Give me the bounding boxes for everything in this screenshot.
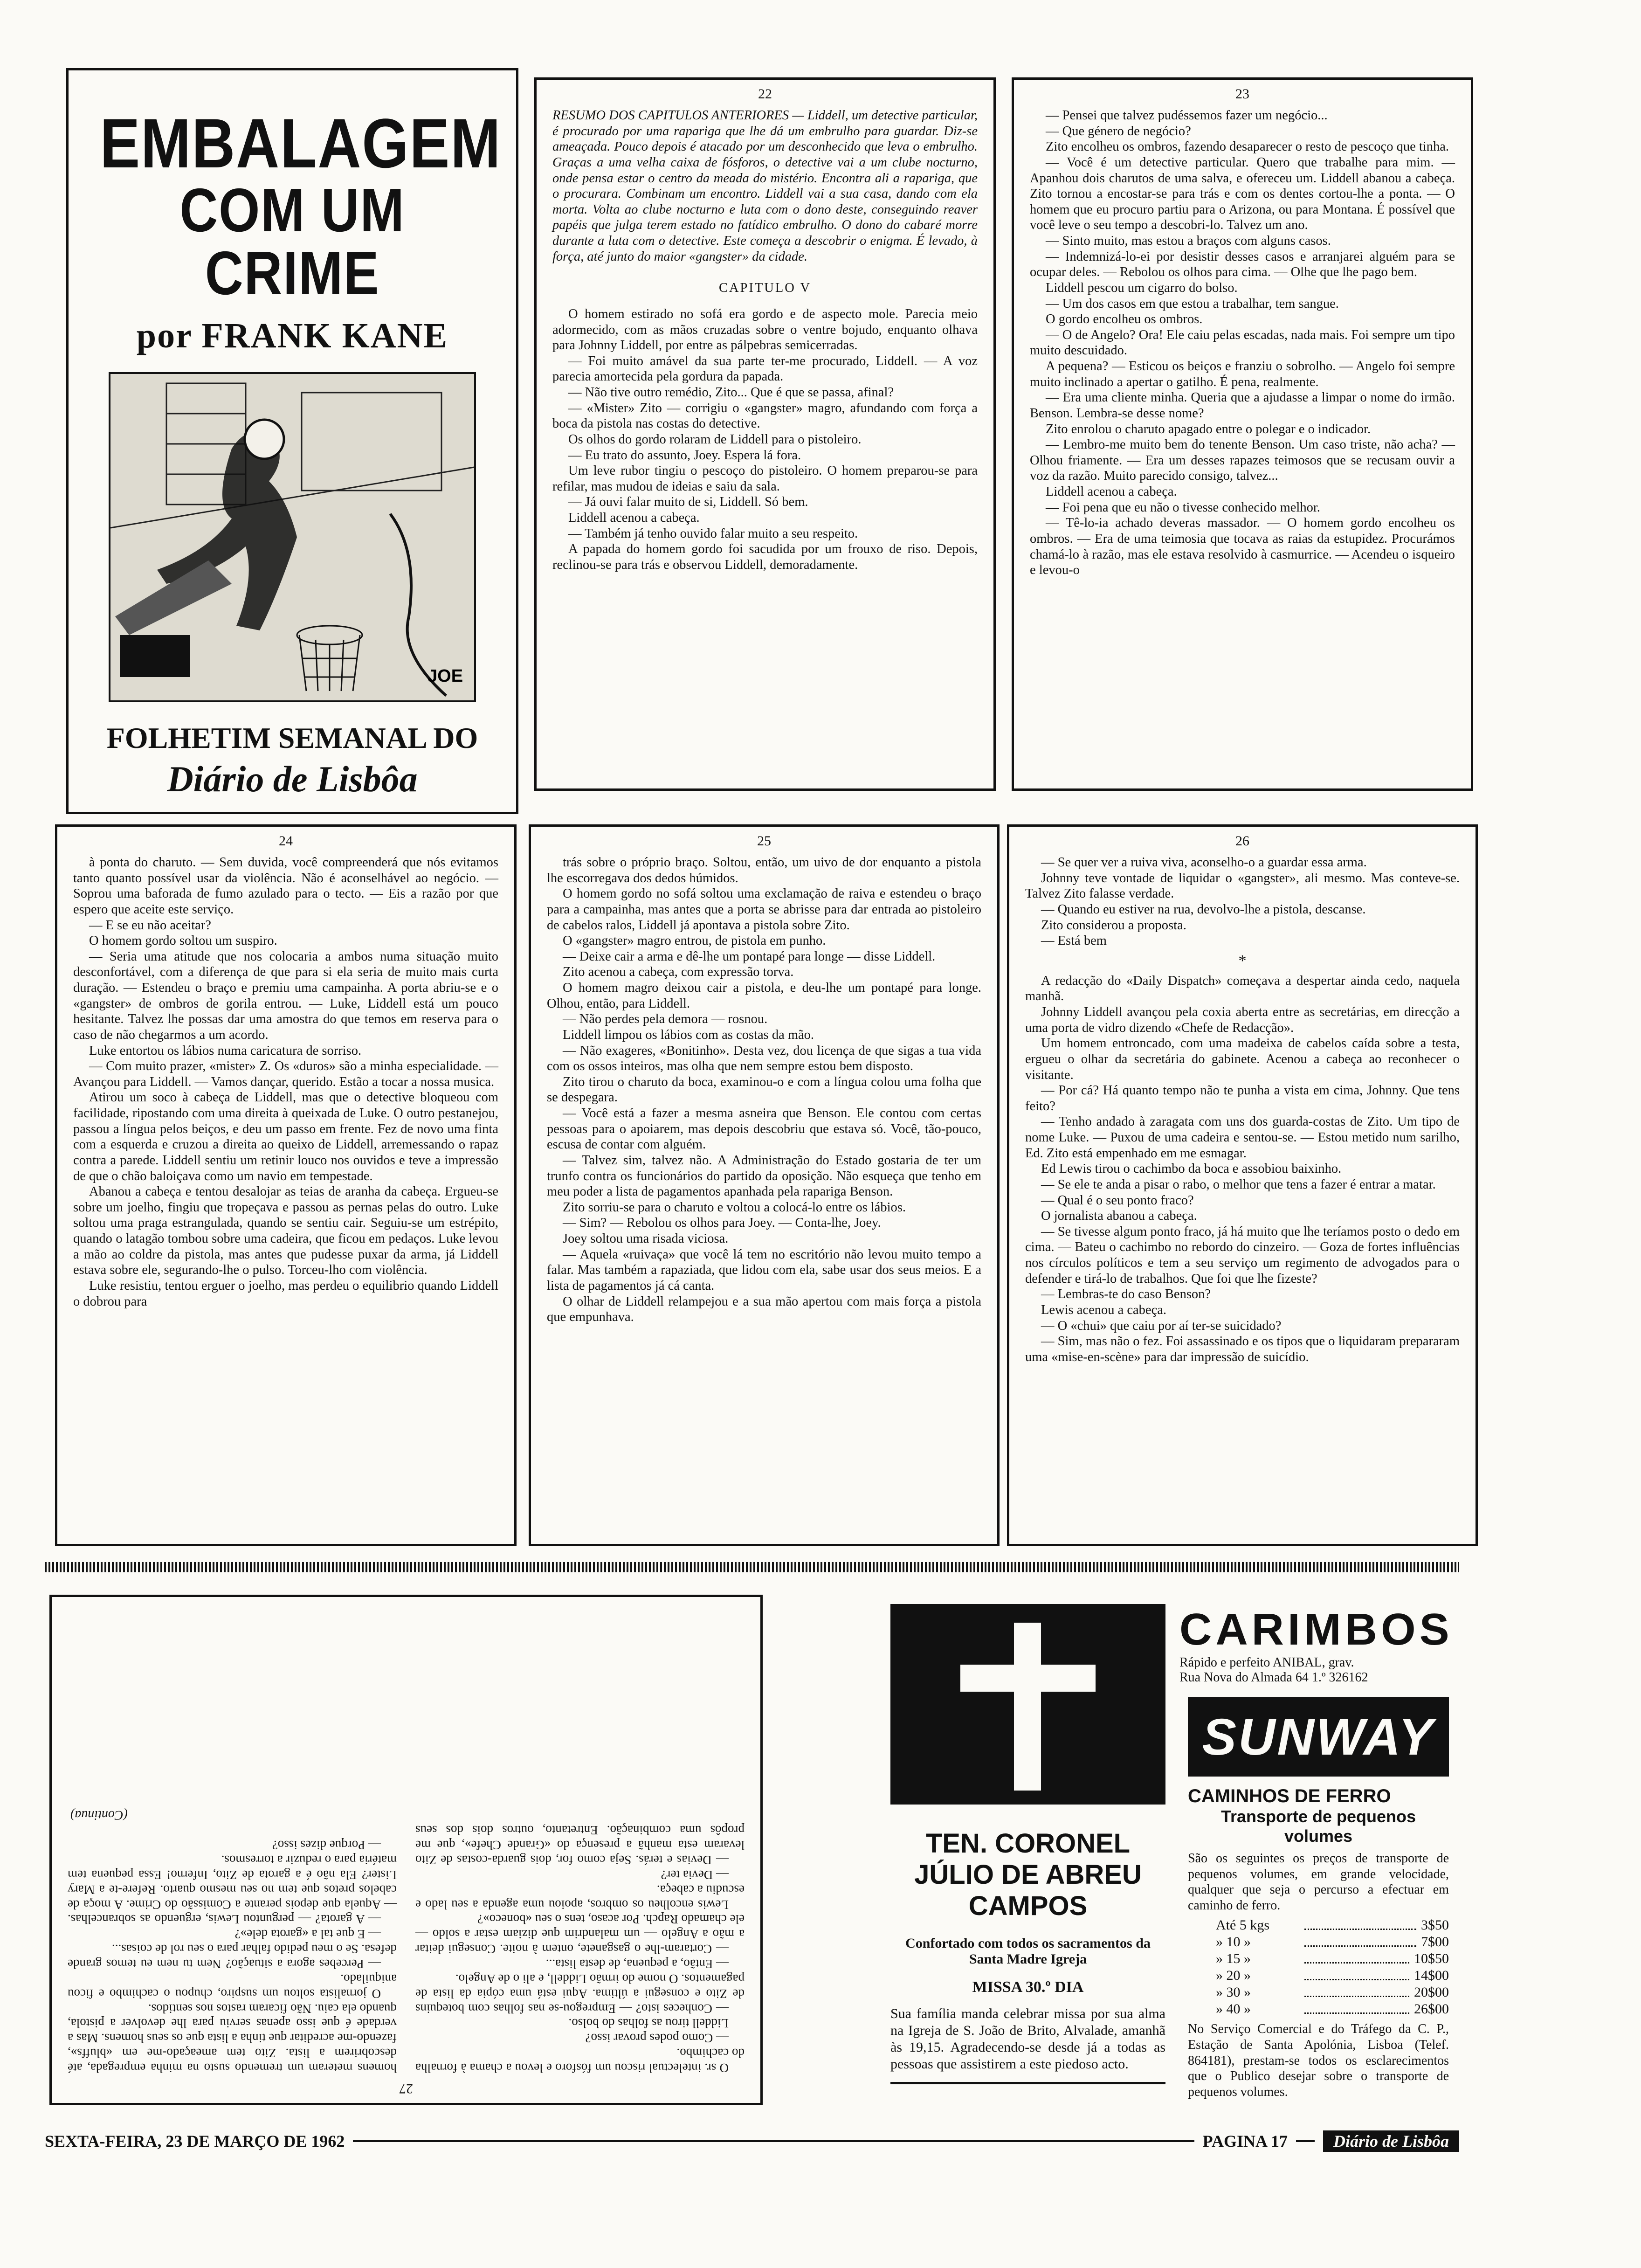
story-title-line1: EMBALAGEM	[100, 104, 502, 182]
paragraph: — Como podes provar isso?	[585, 2031, 729, 2046]
story-title-line2: COM UM CRIME	[179, 176, 405, 307]
paragraph: — Então, a pequena, de desta lista...	[545, 1957, 729, 1971]
paragraph: — Qual é o seu ponto fraco?	[1041, 1193, 1194, 1208]
page-27-text	[52, 1822, 760, 2075]
price-leader	[1304, 1950, 1409, 1964]
paragraph: — Sim? — Rebolou os olhos para Joey. — Conta-lhe, Joey.	[563, 1216, 881, 1231]
continua-label: (Continua)	[70, 1808, 128, 1823]
paragraph: Lewis acenou a cabeça.	[1041, 1302, 1166, 1317]
paragraph: — Quando eu estiver na rua, devolvo-lhe a pistola, descanse.	[1041, 902, 1366, 917]
paragraph: Liddell limpou os lábios com as costas da mão.	[563, 1027, 814, 1042]
paragraph: Liddell acenou a cabeça.	[568, 511, 700, 525]
paragraph: — Um dos casos em que estou a trabalhar, tem sangue.	[1046, 296, 1339, 311]
price-row	[1216, 1934, 1449, 1950]
paragraph: A redacção do «Daily Dispatch» começava a despertar ainda cedo, naquela manhã.	[1025, 973, 1460, 1004]
paragraph: Johnny Liddell avançou pela coxia aberta entre as secretárias, em direcção a uma porta de vidro dizendo «Chefe de Redacção».	[1025, 1005, 1460, 1035]
paragraph: Os olhos do gordo rolaram de Liddell para o pistoleiro.	[568, 432, 862, 447]
obituary-comfort: Confortado com todos os sacramentos da Santa Madre Igreja	[905, 1936, 1151, 1967]
paragraph: O homem estirado no sofá era gordo e de aspecto mole. Parecia meio adormecido, com as mãos cruzadas sobre o ventre bojudo, enquanto olhava para Johnny Liddell, por entre as pálpebras semicerradas.	[552, 306, 978, 353]
paragraph: — E se eu não aceitar?	[89, 918, 211, 933]
price-label: » 40 »	[1216, 2001, 1251, 2017]
paragraph: — Você está a fazer a mesma asneira que Benson. Ele contou com certas pessoas para o apoiarem, mas depois descobriu que estava só. Você, tão-pouco, escusa de contar com alguém.	[547, 1106, 981, 1152]
paragraph: Johnny teve vontade de liquidar o «gangster», ali mesmo. Mas conteve-se. Talvez Zito falasse verdade.	[1025, 871, 1460, 901]
page-26-text	[1009, 855, 1476, 1365]
paragraph: — Não exageres, «Bonitinho». Desta vez, dou licença de que sigas a tua vida com os ossos inteiros, mas olha que nem sempre estou bem disposto.	[547, 1043, 981, 1074]
paragraph: Atirou um soco à cabeça de Liddell, mas que o detective bloqueou com facilidade, ripostando com uma direita à queixada de Luke. O outro pestanejou, passou a língua pelos beiços, e deu um passo em frente. Fez de novo uma finta com a esquerda e cruzou a direita ao queixo de Liddell, arremessando o rapaz contra a parede. Liddell sentiu um retinir louco nos ouvidos e teve a impressão de que o chão baloiçava como um navio em tempestade.	[73, 1090, 498, 1183]
paragraph: Liddell pescou um cigarro do bolso.	[1046, 280, 1238, 295]
footer-masthead: Diário de Lisbôa	[1323, 2130, 1459, 2152]
paragraph: — O de Angelo? Ora! Ele caiu pelas escadas, nada mais. Foi sempre um tipo muito descuidado.	[1030, 327, 1455, 358]
paragraph: — Conheces isto? — Empregou-se nas folhas com botequins de Zito e consegui a última. Aqui está uma cópia da lista de pagamentos. O nome do irmão Liddell, e ali o de Angelo.	[415, 1971, 745, 2016]
carimbos-ad	[1179, 1604, 1459, 1697]
paragraph: — Se tivesse algum ponto fraco, já há muito que lhe teríamos posto o dedo em cima. — Bateu o cachimbo no rebordo do cinzeiro. — Goza de fortes influências nos círculos políticos e tem a seu serviço um regimento de advogados para o defender e tirá-lo de trabalhos. Que foi que lhe fizeste?	[1025, 1224, 1460, 1286]
paragraph: — E que tal a «garota dele»?	[234, 1927, 381, 1942]
diario-masthead: Diário de Lisbôa	[167, 759, 418, 800]
price-table	[1216, 1917, 1449, 2018]
footer-page: PAGINA 17	[1202, 2132, 1288, 2150]
caminhos-subtitle: Transporte de pequenos volumes	[1220, 1807, 1416, 1846]
cover-panel	[66, 68, 518, 814]
paragraph: — Lembras-te do caso Benson?	[1041, 1287, 1211, 1302]
chapter-heading: CAPITULO V	[718, 281, 812, 296]
page-25	[529, 824, 1000, 1546]
p26-paragraphs	[1025, 855, 1460, 949]
price-value: 26$00	[1414, 2001, 1449, 2017]
price-row	[1216, 1950, 1449, 1967]
page-23	[1012, 77, 1473, 791]
paragraph: — Não tive outro remédio, Zito... Que é que se passa, afinal?	[568, 385, 894, 400]
resumo: RESUMO DOS CAPITULOS ANTERIORES — Liddell, um detective particular, é procurado por uma rapariga que lhe dá um embrulho para guardar. Diz-se ameaçada. Pouco depois é atacado por um desconhecido que leva o embrulho. Graças a uma velha caixa de fósforos, o detective vai a um clube nocturno, onde pensa estar o centro da meada do mistério. Encontra ali a rapariga, que o procurara. Combinam um encontro. Liddell vai a sua casa, dando com ela morta. Volta ao clube nocturno e luta com o dono deste, conseguindo reaver papéis que julga terem estado no fatídico embrulho. O dono do cabaré morre durante a luta com o detective. Este começa a descobrir o enigma. É levado, à força, até junto do maior «gangster» da cidade.	[552, 108, 978, 264]
paragraph: — Com muito prazer, «mister» Z. Os «duros» são a minha especialidade. — Avançou para Liddell. — Vamos dançar, querido. Estão a tocar a nossa musica.	[73, 1059, 498, 1089]
paragraph: — Lembro-me muito bem do tenente Benson. Um caso triste, não acha? — Olhou friamente. — Era um desses rapazes teimosos que se recusam ouvir a voz da razão. Muito parecido consigo, talvez...	[1030, 437, 1455, 484]
page-22	[534, 77, 996, 791]
paragraph: Lewis encolheu os ombros, apoiou uma agenda a seu lado e escudiu a cabeça.	[415, 1882, 745, 1912]
paragraph: — Percebes agora a situação? Nem tu nem eu temos grande defesa. Se o meu pedido falhar para o seu rol de coisas...	[68, 1942, 397, 1971]
paragraph: O homem gordo no sofá soltou uma exclamação de raiva e estendeu o braço para a campainha, mas antes que a porta se abrisse para dar entrada ao pistoleiro de cabelos ralos, Liddell já apontava a pistola sobre Zito.	[547, 886, 981, 933]
page-22-text	[537, 108, 993, 573]
price-leader	[1304, 1917, 1416, 1930]
p26-paragraphs-2	[1025, 973, 1460, 1365]
caminhos-ad	[1188, 1786, 1449, 2122]
paragraph: Ed Lewis tirou o cachimbo da boca e assobiou baixinho.	[1041, 1162, 1342, 1176]
paragraph: Zito sorriu-se para o charuto e voltou a colocá-lo entre os lábios.	[563, 1200, 906, 1215]
page-number: 24	[279, 833, 293, 849]
page-number: 26	[1235, 833, 1249, 849]
detective-illustration	[110, 374, 474, 700]
page-footer	[45, 2132, 1459, 2150]
paragraph: — Aquela «ruivaça» que você lá tem no escritório não levou muito tempo a falar. Mas também a rapaziada, que lidou com ela, sabe usar dos seus meios. E a lista de pagamentos já cá canta.	[547, 1247, 981, 1293]
paragraph: Um homem entroncado, com uma madeixa de cabelos caída sobre a testa, ergueu o olhar da secretária do gabinete. Acenou a cabeça ao reconhecer o visitante.	[1025, 1036, 1460, 1082]
sunway-ad	[1188, 1697, 1449, 1777]
page-24	[55, 824, 517, 1546]
caminhos-footer: No Serviço Comercial e do Tráfego da C. P., Estação de Santa Apolónia, Lisboa (Telef. 864181), prestam-se todos os esclarecimentos que o Publico desejar sobre o transporte de pequenos volumes.	[1188, 2022, 1449, 2099]
page-number: 23	[1235, 86, 1249, 102]
page-number: 27	[399, 2081, 413, 2096]
paragraph: — Seria uma atitude que nos colocaria a ambos numa situação muito desconfortável, com a diferença de que para si ela seria de muito mais curta duração. — Estendeu o braço e premiu uma campainha. A porta abriu-se e o «gangster» de ombros de gorila entrou. — Luke, Liddell está um pouco hesitante. Talvez lhe possas dar uma amostra do que temos em reserva para o caso de não chegarmos a um acordo.	[73, 949, 498, 1042]
paragraph: — O «chui» que caiu por aí ter-se suicidado?	[1041, 1318, 1282, 1333]
paragraph: — Foi pena que eu não o tivesse conhecido melhor.	[1046, 500, 1320, 515]
paragraph: — Pensei que talvez pudéssemos fazer um negócio...	[1046, 108, 1328, 123]
paragraph: trás sobre o próprio braço. Soltou, então, um uivo de dor enquanto a pistola lhe escorregava dos dedos húmidos.	[547, 855, 981, 885]
paragraph: — Você é um detective particular. Quero que trabalhe para mim. — Apanhou dois charutos de uma salva, e ofereceu um. Liddell abanou a cabeça. Zito tornou a encostar-se para trás e com os dentes cortou-lhe a ponta. — O homem que eu procuro partiu para o Arizona, ou para Montana. É possível que você leve o seu tempo a descobri-lo. Talvez um ano.	[1030, 155, 1455, 233]
paragraph: Zito encolheu os ombros, fazendo desaparecer o resto de pescoço que tinha.	[1046, 139, 1449, 154]
paragraph: — Devia ter?	[661, 1867, 729, 1882]
obituary-missa: MISSA 30.º DIA	[972, 1978, 1084, 1996]
paragraph: — Talvez sim, talvez não. A Administração do Estado gostaria de ter um trunfo contra os funcionários do partido da oposição. Não esqueça que tenho em meu poder a lista de pagamentos apanhada pela rapariga Benson.	[547, 1153, 981, 1199]
p22-paragraphs	[552, 306, 978, 573]
paragraph: A pequena? — Esticou os beiços e franziu o sobrolho. — Angelo foi sempre muito inclinado a apertar o gatilho. É pena, realmente.	[1030, 359, 1455, 389]
paragraph: — A garota? — perguntou Lewis, erguendo as sobrancelhas. — Aquela que depois perante a Comissão do Crime. A moça de cabelos pretos que tem no seu mesmo quarto. Refere-te a Mary Lister? Ela não é a garota de Zito, Inferno! Essa pequena tem matéria para o reduzir a torresmos.	[68, 1853, 397, 1927]
page-number: 22	[758, 86, 772, 102]
paragraph: O sr. intelectual riscou um fósforo e levou a chama à fornalha do cachimbo.	[415, 2046, 745, 2075]
paragraph: Joey soltou uma risada viciosa.	[563, 1231, 729, 1246]
section-break-star: *	[1238, 952, 1247, 969]
carimbos-line1: Rápido e perfeito ANIBAL, grav.	[1179, 1655, 1354, 1670]
paragraph: — Devias e terás. Seja como for, dois guarda-costas de Zito levaram esta manhã a presença do «Grande Chefe», que me propôs uma combinação. Entretanto, outros dois dos seus homens meteram um tremendo susto na minha empregada, até descobrirem a lista. Zito tem ameaçado-me em «bluffs», fazendo-me acreditar que tinha a lista que os seus homens. Mas a verdade é que isso apenas serviu para lhe devolver a pistola, quando ela caiu. Não ficaram rastos nos sentidos.	[68, 1823, 745, 2075]
paragraph: Um leve rubor tingiu o pescoço do pistoleiro. O homem preparou-se para refilar, mas mudou de ideias e saiu da sala.	[552, 463, 978, 494]
page-number: 25	[757, 833, 771, 849]
paragraph: — Eu trato do assunto, Joey. Espera lá fora.	[568, 448, 801, 463]
price-leader	[1304, 1967, 1409, 1980]
caminhos-intro: São os seguintes os preços de transporte de pequenos volumes, em grande velocidade, qualquer que seja o percurso a efectuar em caminho de ferro.	[1188, 1851, 1449, 1913]
paragraph: — Que género de negócio?	[1046, 124, 1191, 138]
paragraph: Zito tirou o charuto da boca, examinou-o e com a língua colou uma folha que se despegara.	[547, 1074, 981, 1105]
footer-date: SEXTA-FEIRA, 23 DE MARÇO DE 1962	[45, 2132, 345, 2150]
page-27	[49, 1595, 763, 2105]
obituary-text: Sua família manda celebrar missa por sua alma na Igreja de S. João de Brito, Alvalade, amanhã às 19,15. Agradecendo-se desde já a todas as pessoas que assistirem a este piedoso acto.	[890, 2006, 1165, 2072]
obituary-name-3: CAMPOS	[968, 1891, 1088, 1921]
carimbos-line2: Rua Nova do Almada 64 1.º 326162	[1179, 1670, 1368, 1685]
paragraph: — Se quer ver a ruiva viva, aconselho-o a guardar essa arma.	[1041, 855, 1367, 870]
separator-bar	[45, 1562, 1459, 1572]
paragraph: Liddell tirou as folhas do bolso.	[568, 2016, 729, 2031]
price-leader	[1304, 1984, 1409, 1997]
paragraph: — Por cá? Há quanto tempo não te punha a vista em cima, Johnny. Que tens feito?	[1025, 1083, 1460, 1113]
paragraph: O jornalista abanou a cabeça.	[1041, 1209, 1197, 1224]
footer-rule	[353, 2140, 1194, 2142]
price-label: » 20 »	[1216, 1968, 1251, 1984]
obituary-name-2: JÚLIO DE ABREU	[914, 1860, 1142, 1890]
paragraph: — Era uma cliente minha. Queria que a ajudasse a limpar o nome do irmão. Benson. Lembra-se desse nome?	[1030, 390, 1455, 421]
obituary-ad	[890, 1604, 1165, 2098]
price-value: 10$50	[1414, 1951, 1449, 1967]
paragraph: — Se ele te anda a pisar o rabo, o melhor que tens a fazer é entrar a matar.	[1041, 1177, 1436, 1192]
paragraph: — Porque dizes isso?	[272, 1838, 381, 1853]
paragraph: — Tê-lo-ia achado deveras massador. — O homem gordo encolheu os ombros. — Era de uma teimosia que tocava as raias da estupidez. Procurámos chamá-lo à razão, mas ele estava resolvido à casmurrice. — Acendeu o isqueiro e levou-o	[1030, 516, 1455, 578]
price-row	[1216, 1967, 1449, 1984]
cover-illustration	[109, 372, 476, 702]
price-label: » 30 »	[1216, 1984, 1251, 2000]
paragraph: Liddell acenou a cabeça.	[1046, 484, 1177, 499]
paragraph: O olhar de Liddell relampejou e a sua mão apertou com mais força a pistola que empunhava.	[547, 1294, 981, 1325]
obituary-name-1: TEN. CORONEL	[925, 1828, 1131, 1859]
paragraph: — Não perdes pela demora — rosnou.	[563, 1012, 768, 1027]
paragraph: O homem magro deixou cair a pistola, e deu-lhe um pontapé para longe. Olhou, então, para Liddell.	[547, 981, 981, 1011]
paragraph: Luke entortou os lábios numa caricatura de sorriso.	[89, 1043, 362, 1058]
paragraph: Zito considerou a proposta.	[1041, 918, 1186, 933]
paragraph: — Também já tenho ouvido falar muito a seu respeito.	[568, 526, 858, 541]
page-24-text	[57, 855, 514, 1309]
paragraph: — Sinto muito, mas estou a braços com alguns casos.	[1046, 234, 1331, 248]
page-25-text	[531, 855, 997, 1325]
paragraph: O jornalista soltou um suspiro, chupou o cachimbo e ficou aniquilado.	[68, 1971, 397, 2001]
price-value: 14$00	[1414, 1968, 1449, 1984]
price-label: » 10 »	[1216, 1934, 1251, 1950]
paragraph: — Já ouvi falar muito de si, Liddell. Só bem.	[568, 495, 808, 510]
carimbos-title: CARIMBOS	[1179, 1604, 1453, 1654]
paragraph: O «gangster» magro entrou, de pistola em punho.	[563, 933, 826, 948]
footer-rule-short	[1296, 2140, 1315, 2142]
price-value: 20$00	[1414, 1984, 1449, 2000]
paragraph: Luke resistiu, tentou erguer o joelho, mas perdeu o equilibrio quando Liddell o dobrou para	[73, 1278, 498, 1309]
price-value: 7$00	[1421, 1934, 1449, 1950]
page-27-rotated	[52, 1597, 760, 2103]
paragraph: à ponta do charuto. — Sem duvida, você compreenderá que nós evitamos tanto quanto possível usar da violência. Não é aconselhável ao negócio. — Soprou uma baforada de fumo azulado para o tecto. — Eis a razão por que espero que aceite este serviço.	[73, 855, 498, 917]
paragraph: — Foi muito amável da sua parte ter-me procurado, Liddell. — A voz parecia amortecida pela gordura da papada.	[552, 353, 978, 384]
cross-block	[890, 1604, 1165, 1805]
price-leader	[1304, 1934, 1416, 1947]
caminhos-title: CAMINHOS DE FERRO	[1188, 1786, 1391, 1806]
price-label: Até 5 kgs	[1216, 1917, 1269, 1933]
price-value: 3$50	[1421, 1917, 1449, 1933]
paragraph: — Cortaram-lhe o gasganete, ontem à noite. Consegui deitar a mão a Angelo — um malandrim que diziam estar a soldo — ele chamado Rapch. Por acaso, tens o seu «boneco»?	[415, 1912, 745, 1957]
paragraph: — Indemnizá-lo-ei por desistir desses casos e arranjarei alguém para se ocupar deles. — Rebolou os olhos para cima. — Olhe que lhe pago bem.	[1030, 249, 1455, 280]
sunway-logo: SUNWAY	[1202, 1708, 1435, 1766]
paragraph: A papada do homem gordo foi sacudida por um frouxo de riso. Depois, reclinou-se para trás e observou Liddell, demoradamente.	[552, 542, 978, 572]
illustration-signature: JOE	[427, 666, 463, 686]
price-row	[1216, 1984, 1449, 2001]
paragraph: — Tenho andado à zaragata com uns dos guarda-costas de Zito. Um tipo de nome Luke. — Puxou de uma cadeira e sentou-se. — Estou metido num sarilho, Ed. Zito está empenhado em me esmagar.	[1025, 1114, 1460, 1161]
story-byline: por FRANK KANE	[136, 316, 448, 356]
price-label: » 15 »	[1216, 1951, 1251, 1967]
folhetim-label: FOLHETIM SEMANAL DO	[106, 721, 478, 755]
price-leader	[1304, 2001, 1409, 2014]
paragraph: — Deixe cair a arma e dê-lhe um pontapé para longe — disse Liddell.	[563, 949, 936, 964]
page-26	[1007, 824, 1478, 1546]
paragraph: O homem gordo soltou um suspiro.	[89, 933, 277, 948]
price-row	[1216, 2001, 1449, 2018]
price-row	[1216, 1917, 1449, 1934]
page-23-text	[1014, 108, 1471, 578]
paragraph: Zito enrolou o charuto apagado entre o polegar e o indicador.	[1046, 422, 1371, 436]
paragraph: — Está bem	[1041, 933, 1107, 948]
paragraph: Zito acenou a cabeça, com expressão torva.	[563, 965, 794, 980]
paragraph: Abanou a cabeça e tentou desalojar as teias de aranha da cabeça. Ergueu-se sobre um joelho, fingiu que tropeçava e passou as pernas pelas do outro. Luke soltou uma praga estrangulada, quando se sentiu cair. Seguiu-se um estrépito, quando o latagão tombou sobre uma cadeira, que ficou em pedaços. Luke levou a mão ao coldre da pistola, mas antes que pudesse puxar da arma, já Liddell estava sobre ele, segurando-lhe o pulso. Torceu-lho com violência.	[73, 1184, 498, 1278]
paragraph: O gordo encolheu os ombros.	[1046, 312, 1203, 327]
paragraph: — Sim, mas não o fez. Foi assassinado e os tipos que o liquidaram prepararam uma «mise-en-scène» para dar impressão de suicídio.	[1025, 1334, 1460, 1364]
paragraph: — «Mister» Zito — corrigiu o «gangster» magro, afundando com força a boca da pistola nas costas do detective.	[552, 401, 978, 431]
